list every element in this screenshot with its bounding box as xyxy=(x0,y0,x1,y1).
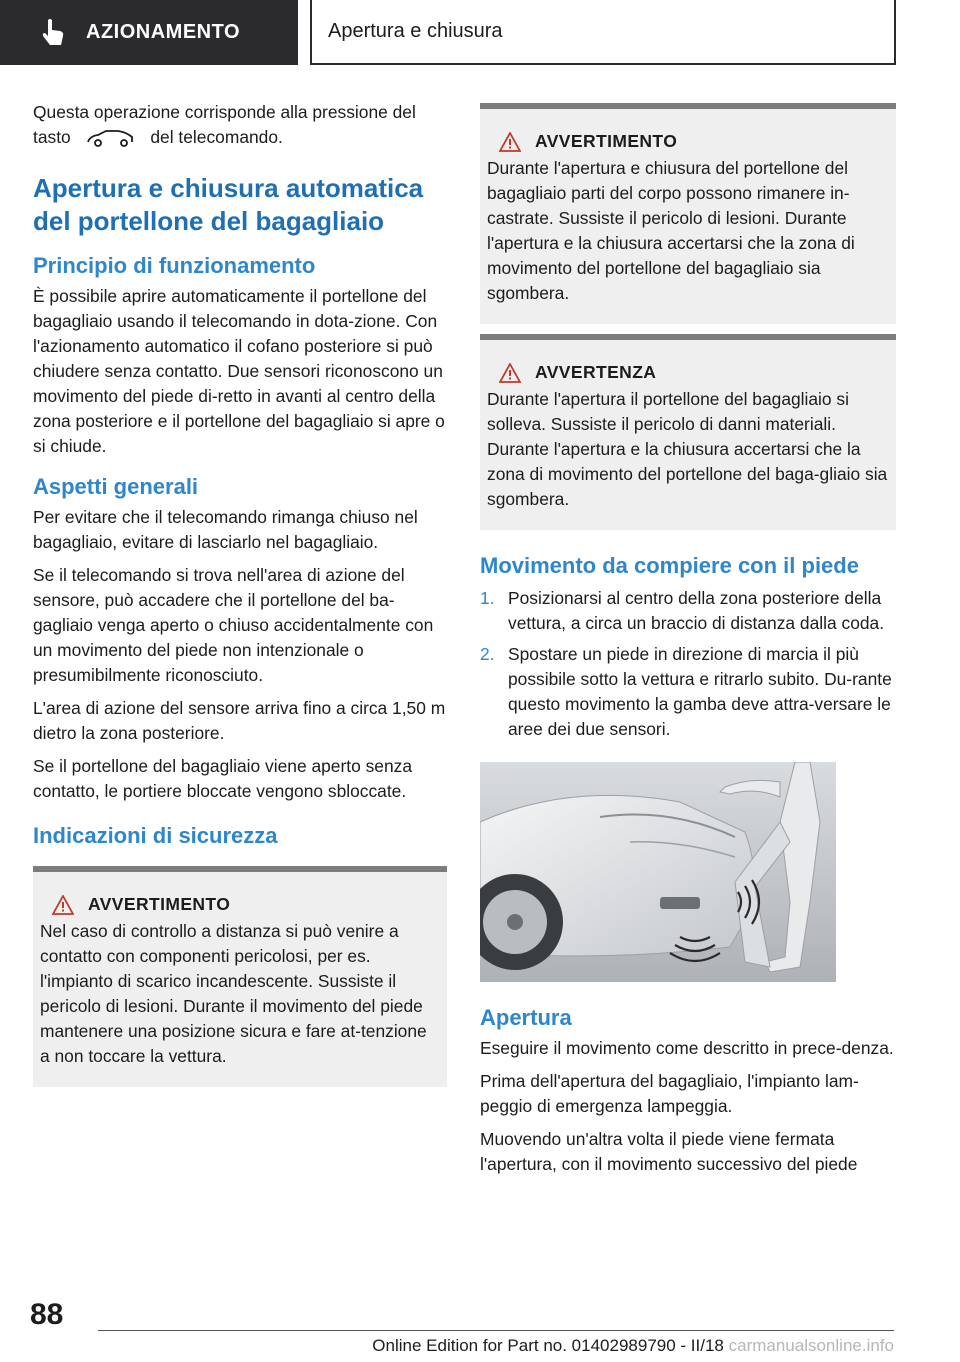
paragraph-aspetti-2: Se il telecomando si trova nell'area di azione del sensore, può accadere che il portellone del ba‐gagliaio venga aperto o chiuso accidentalmente con un movimento del piede non intenzionale o presumibilmente riconosciuto. xyxy=(33,565,434,685)
footer-rule xyxy=(98,1330,894,1331)
warning-box-3 xyxy=(480,334,896,530)
right-column xyxy=(480,103,896,1185)
paragraph-aspetti-1: Per evitare che il telecomando rimanga chiuso nel bagagliaio, evitare di lasciarlo nel bagagliaio. xyxy=(33,507,418,552)
step-item xyxy=(480,642,896,742)
warning-text-3: Durante l'apertura il portellone del bagagliaio si solleva. Sussiste il pericolo di danni materiali. Durante l'apertura e la chiusura accertarsi che la zona di movimento del portellone del baga‐gliaio sia sgombera. xyxy=(487,389,888,509)
step-text: Spostare un piede in direzione di marcia il più possibile sotto la vettura e ritrarlo subito. Du‐rante questo movimento la gamba deve attra‐versare le aree dei due sensori. xyxy=(508,644,892,739)
steps-list xyxy=(480,586,896,742)
warning-box-2 xyxy=(480,103,896,324)
intro-text-before: Questa operazione corrisponde alla pressione del tasto xyxy=(33,102,416,147)
heading-apertura: Apertura xyxy=(480,1005,572,1030)
step-item xyxy=(480,586,896,636)
paragraph-principio: È possibile aprire automaticamente il portellone del bagagliaio usando il telecomando in dota‐zione. Con l'azionamento automatico il cofano posteriore si può chiudere senza contatto. Due sensori riconoscono un movimento del piede di‐retto in avanti al centro della zona posteriore e il portellone del bagagliaio si apre o si chiude. xyxy=(33,286,445,456)
warning-triangle-icon xyxy=(499,363,521,383)
left-column xyxy=(33,100,447,1087)
warning-box-1 xyxy=(33,866,447,1087)
intro-text-after: del telecomando. xyxy=(150,127,283,147)
paragraph-aspetti-3: L'area di azione del sensore arriva fino a circa 1,50 m dietro la zona posteriore. xyxy=(33,698,446,743)
heading-movimento: Movimento da compiere con il piede xyxy=(480,553,859,578)
heading-principio: Principio di funzionamento xyxy=(33,253,316,278)
warning-label-3: AVVERTENZA xyxy=(535,362,657,382)
warning-title-1 xyxy=(40,894,439,915)
car-tailgate-button-icon xyxy=(86,128,136,148)
heading-sicurezza: Indicazioni di sicurezza xyxy=(33,823,278,848)
warning-title-2 xyxy=(487,131,888,152)
warning-label-1: AVVERTIMENTO xyxy=(88,894,231,914)
footer-edition: Online Edition for Part no. 01402989790 - II/18 xyxy=(372,1336,724,1355)
warning-text-1: Nel caso di controllo a distanza si può venire a contatto con componenti pericolosi, per es. l'impianto di scarico incandescente. Sussiste il pericolo di lesioni. Durante il movimento del piede mantenere una posizione sicura e fare at‐tenzione a non toccare la vettura. xyxy=(40,921,427,1066)
page-number: 88 xyxy=(30,1298,64,1331)
warning-triangle-icon xyxy=(499,132,521,152)
step-number: 2. xyxy=(480,644,495,664)
warning-triangle-icon xyxy=(52,895,74,915)
page-title: Apertura e chiusura automatica del portellone del bagagliaio xyxy=(33,173,424,236)
footer-text xyxy=(372,1336,894,1356)
warning-title-3 xyxy=(487,362,888,383)
intro-paragraph xyxy=(33,100,447,150)
footer-watermark: carmanualsonline.info xyxy=(728,1336,894,1355)
chapter-title: Apertura e chiusura xyxy=(310,0,896,65)
hand-pointer-icon xyxy=(40,18,66,48)
section-tab xyxy=(0,0,298,65)
paragraph-aspetti-4: Se il portellone del bagagliaio viene aperto senza contatto, le portiere bloccate vengono sbloccate. xyxy=(33,756,412,801)
warning-text-2: Durante l'apertura e chiusura del portellone del bagagliaio parti del corpo possono rimanere in‐castrate. Sussiste il pericolo di lesioni. Durante l'apertura e la chiusura accertarsi che la zona di movimento del portellone del bagagliaio sia sgombera. xyxy=(487,158,855,303)
step-number: 1. xyxy=(480,588,495,608)
foot-gesture-illustration xyxy=(480,762,836,982)
heading-aspetti: Aspetti generali xyxy=(33,474,199,499)
step-text: Posizionarsi al centro della zona posteriore della vettura, a circa un braccio di distanza dalla coda. xyxy=(508,588,885,633)
warning-label-2: AVVERTIMENTO xyxy=(535,131,678,151)
paragraph-apertura-1: Eseguire il movimento come descritto in prece‐denza. xyxy=(480,1038,894,1058)
section-title: AZIONAMENTO xyxy=(86,21,241,43)
paragraph-apertura-2: Prima dell'apertura del bagagliaio, l'impianto lam‐peggio di emergenza lampeggia. xyxy=(480,1071,859,1116)
paragraph-apertura-3: Muovendo un'altra volta il piede viene fermata l'apertura, con il movimento successivo del piede xyxy=(480,1129,858,1174)
